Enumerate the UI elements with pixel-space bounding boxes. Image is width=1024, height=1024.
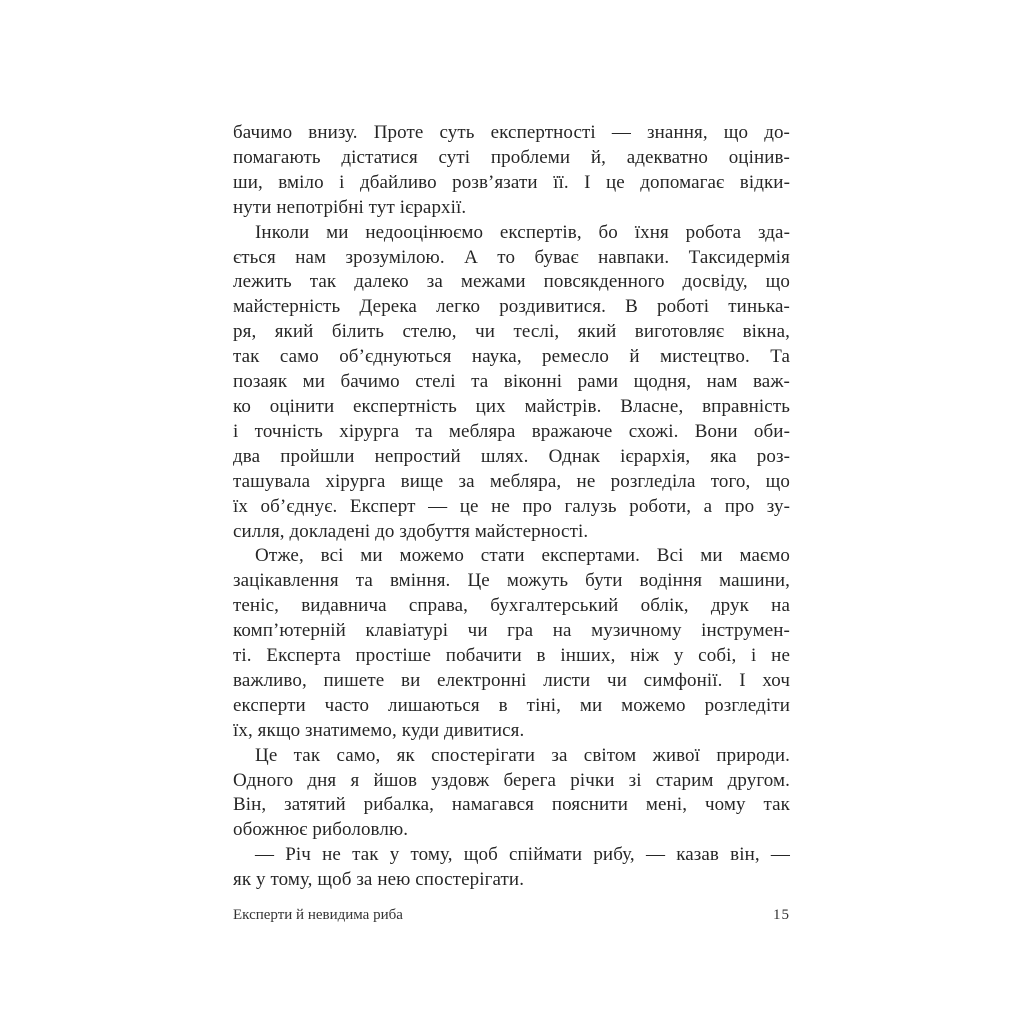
text-line: Отже, всі ми можемо стати експертами. Всі ми маємо [255, 545, 790, 567]
page-body [233, 121, 790, 893]
text-line: Він, затятий рибалка, намагався пояснити мені, чому так [233, 794, 790, 816]
text-line: ря, який білить стелю, чи теслі, який виготовляє вікна, [233, 321, 790, 343]
text-line: експерти часто лишаються в тіні, ми можемо розгледіти [233, 694, 790, 716]
text-line: — Річ не так у тому, щоб спіймати рибу, — казав він, — [255, 844, 790, 866]
text-line: Інколи ми недооцінюємо експертів, бо їхня робота зда- [255, 221, 790, 243]
text-line: важливо, пишете ви електронні листи чи симфонії. І хоч [233, 669, 790, 691]
text-line: силля, докладені до здобуття майстерності. [233, 520, 589, 542]
text-line: теніс, видавнича справа, бухгалтерський облік, друк на [233, 595, 790, 617]
page-footer [233, 906, 790, 924]
text-line: нути непотрібні тут ієрархії. [233, 196, 467, 218]
text-line: ко оцінити експертність цих майстрів. Власне, вправність [233, 395, 790, 417]
text-line: і точність хірурга та мебляра вражаюче схожі. Вони оби- [233, 420, 790, 442]
text-line: ті. Експерта простіше побачити в інших, ніж у собі, і не [233, 645, 790, 667]
running-title: Експерти й невидима риба [233, 907, 403, 923]
text-line: майстерність Дерека легко роздивитися. В роботі тинька- [233, 296, 790, 318]
paragraph [233, 121, 790, 221]
text-line: Одного дня я йшов уздовж берега річки зі старим другом. [233, 769, 790, 791]
paragraph [233, 544, 790, 743]
text-line: бачимо внизу. Проте суть експертності — знання, що до- [233, 122, 790, 143]
text-line: їх об’єднує. Експерт — це не про галузь роботи, а про зу- [233, 495, 790, 517]
paragraph [233, 221, 790, 545]
text-line: зацікавлення та вміння. Це можуть бути водіння машини, [233, 570, 790, 592]
text-line: так само об’єднуються наука, ремесло й мистецтво. Та [233, 346, 790, 368]
paragraph [233, 843, 790, 893]
text-line: їх, якщо знатимемо, куди дивитися. [233, 719, 525, 741]
text-line: два пройшли непростий шлях. Однак ієрархія, яка роз- [233, 445, 790, 467]
text-line: Це так само, як спостерігати за світом живої природи. [255, 744, 790, 766]
text-line: помагають дістатися суті проблеми й, адекватно оцінив- [233, 146, 790, 168]
text-line: обожнює риболовлю. [233, 819, 409, 841]
paragraph [233, 744, 790, 844]
page-number: 15 [773, 907, 790, 923]
text-line: як у тому, щоб за нею спостерігати. [233, 869, 525, 891]
text-line: комп’ютерній клавіатурі чи гра на музичному інструмен- [233, 620, 790, 642]
text-line: ється нам зрозумілою. А то буває навпаки. Таксидермія [233, 246, 790, 268]
text-line: ши, вміло і дбайливо розв’язати її. І це допомагає відки- [233, 171, 790, 193]
text-line: ташувала хірурга вище за мебляра, не розгледіла того, що [233, 470, 790, 492]
text-line: лежить так далеко за межами повсякденного досвіду, що [233, 271, 790, 293]
text-line: позаяк ми бачимо стелі та віконні рами щодня, нам важ- [233, 371, 790, 393]
